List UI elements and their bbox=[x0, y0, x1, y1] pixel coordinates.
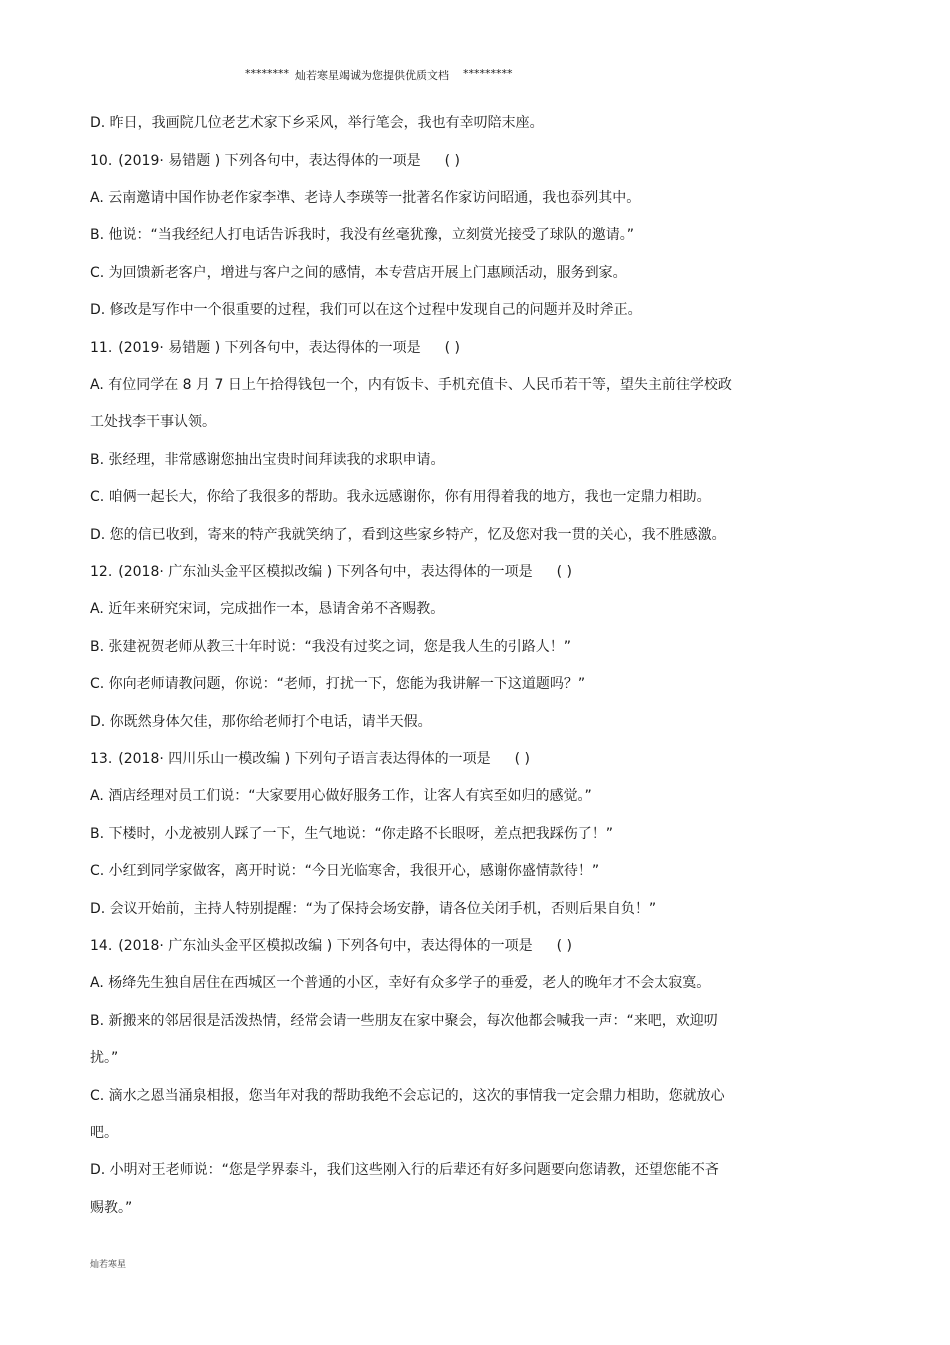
option-line: C. 滴水之恩当涌泉相报，您当年对我的帮助我绝不会忘记的，这次的事情我一定会鼎力相助，您就放心 bbox=[90, 1088, 725, 1104]
option-line: A. 云南邀请中国作协老作家李凖、老诗人李瑛等一批著名作家访问昭通，我也忝列其中。 bbox=[90, 190, 641, 206]
option-line: C. 你向老师请教问题，你说：“老师，打扰一下，您能为我讲解一下这道题吗？” bbox=[90, 676, 586, 692]
question-number: 13. bbox=[90, 751, 113, 767]
question-heading bbox=[90, 337, 870, 359]
option-line: D. 您的信已收到，寄来的特产我就笑纳了，看到这些家乡特产，忆及您对我一贯的关心，我不胜感激。 bbox=[90, 527, 726, 543]
question-number: 11. bbox=[90, 340, 113, 356]
header-stars-left: ******** bbox=[245, 67, 289, 80]
answer-blank: ( ) bbox=[556, 564, 572, 580]
question-number: 12. bbox=[90, 564, 113, 580]
question-heading bbox=[90, 150, 870, 172]
page-header bbox=[0, 67, 950, 85]
option-line: A. 近年来研究宋词，完成拙作一本，恳请舍弟不吝赐教。 bbox=[90, 601, 445, 617]
question-heading bbox=[90, 561, 870, 583]
question-prompt: (2019· 易错题 ) 下列各句中，表达得体的一项是 bbox=[118, 340, 421, 356]
option-line: C. 为回馈新老客户，增进与客户之间的感情，本专营店开展上门惠顾活动，服务到家。 bbox=[90, 265, 627, 281]
question-prompt: (2018· 四川乐山一模改编 ) 下列句子语言表达得体的一项是 bbox=[118, 751, 491, 767]
option-line: B. 下楼时，小龙被别人踩了一下，生气地说：“你走路不长眼呀，差点把我踩伤了！” bbox=[90, 826, 614, 842]
option-line: D. 会议开始前，主持人特别提醒：“为了保持会场安静，请各位关闭手机，否则后果自负！” bbox=[90, 901, 657, 917]
header-text: 灿若寒星竭诚为您提供优质文档 bbox=[295, 69, 449, 82]
question-prompt: (2019· 易错题 ) 下列各句中，表达得体的一项是 bbox=[118, 153, 421, 169]
option-line: 扰。” bbox=[90, 1050, 119, 1066]
option-line: B. 新搬来的邻居很是活泼热情，经常会请一些朋友在家中聚会，每次他都会喊我一声：“来吧，欢迎叨 bbox=[90, 1013, 718, 1029]
option-line: A. 杨绛先生独自居住在西城区一个普通的小区，幸好有众多学子的垂爱，老人的晚年才不会太寂寞。 bbox=[90, 975, 711, 991]
option-line: A. 有位同学在 8 月 7 日上午拾得钱包一个，内有饭卡、手机充值卡、人民币若干等，望失主前往学校政 bbox=[90, 377, 732, 393]
option-line: D. 昨日，我画院几位老艺术家下乡采风，举行笔会，我也有幸叨陪末座。 bbox=[90, 115, 544, 131]
header-stars-right: ********* bbox=[463, 67, 513, 80]
answer-blank: ( ) bbox=[444, 340, 460, 356]
option-line: D. 你既然身体欠佳，那你给老师打个电话，请半天假。 bbox=[90, 714, 432, 730]
answer-blank: ( ) bbox=[514, 751, 530, 767]
answer-blank: ( ) bbox=[444, 153, 460, 169]
question-number: 14. bbox=[90, 938, 113, 954]
question-prompt: (2018· 广东汕头金平区模拟改编 ) 下列各句中，表达得体的一项是 bbox=[118, 938, 533, 954]
option-line: A. 酒店经理对员工们说：“大家要用心做好服务工作，让客人有宾至如归的感觉。” bbox=[90, 788, 592, 804]
option-line: 赐教。” bbox=[90, 1200, 133, 1216]
answer-blank: ( ) bbox=[556, 938, 572, 954]
option-line: B. 张建祝贺老师从教三十年时说：“我没有过奖之词，您是我人生的引路人！” bbox=[90, 639, 572, 655]
option-line: B. 他说：“当我经纪人打电话告诉我时，我没有丝毫犹豫，立刻赏光接受了球队的邀请。” bbox=[90, 227, 635, 243]
option-line: 工处找李干事认领。 bbox=[90, 414, 216, 430]
question-prompt: (2018· 广东汕头金平区模拟改编 ) 下列各句中，表达得体的一项是 bbox=[118, 564, 533, 580]
option-line: D. 小明对王老师说：“您是学界泰斗，我们这些刚入行的后辈还有好多问题要向您请教，还望您能不吝 bbox=[90, 1162, 719, 1178]
option-line: C. 咱俩一起长大，你给了我很多的帮助。我永远感谢你，你有用得着我的地方，我也一定鼎力相助。 bbox=[90, 489, 711, 505]
page-footer: 灿若寒星 bbox=[90, 1260, 127, 1270]
option-line: C. 小红到同学家做客，离开时说：“今日光临寒舍，我很开心，感谢你盛情款待！” bbox=[90, 863, 600, 879]
option-line: 吧。 bbox=[90, 1125, 118, 1141]
question-number: 10. bbox=[90, 153, 113, 169]
option-line: D. 修改是写作中一个很重要的过程，我们可以在这个过程中发现自己的问题并及时斧正。 bbox=[90, 302, 642, 318]
question-heading bbox=[90, 935, 870, 957]
question-heading bbox=[90, 748, 870, 770]
option-line: B. 张经理，非常感谢您抽出宝贵时间拜读我的求职申请。 bbox=[90, 452, 445, 468]
